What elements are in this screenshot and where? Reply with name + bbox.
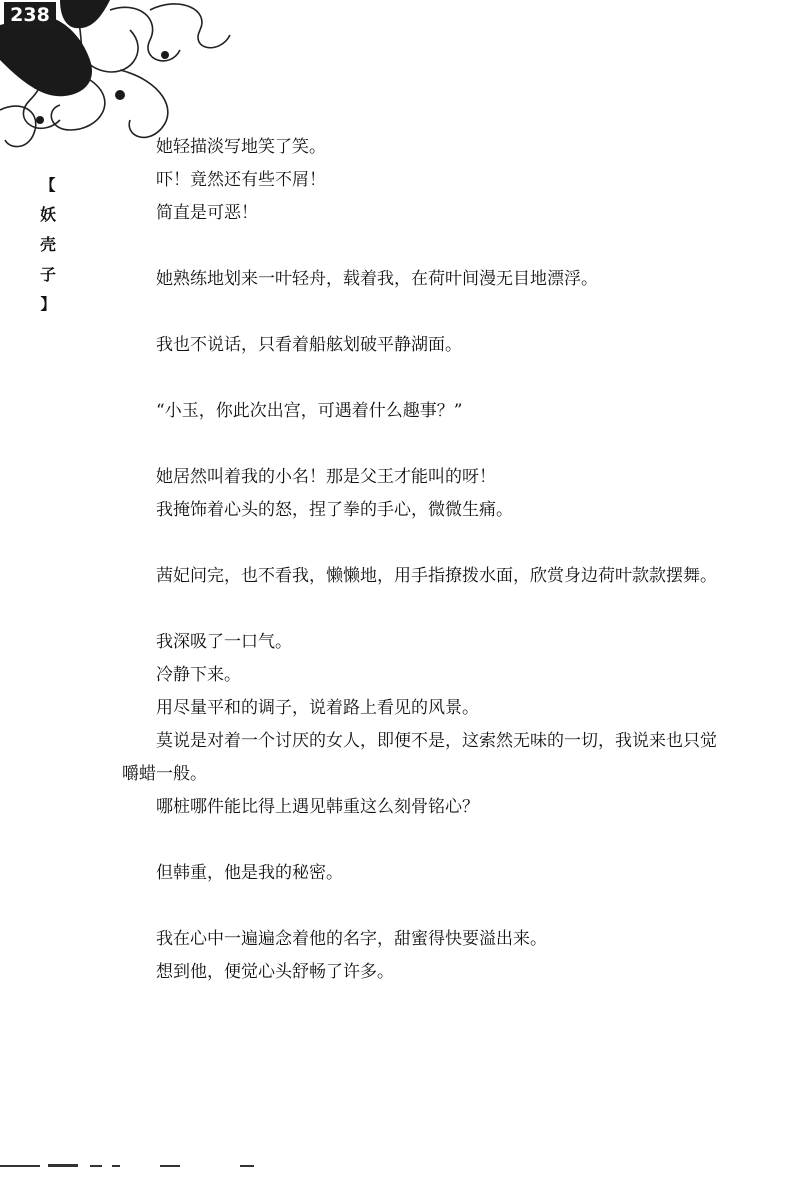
paragraph: “小玉，你此次出宫，可遇着什么趣事？” [156, 401, 463, 421]
paragraph-gap [122, 296, 732, 329]
paragraph: 哪桩哪件能比得上遇见韩重这么刻骨铭心？ [156, 797, 479, 817]
page-number: 238 [4, 2, 56, 28]
paragraph: 冷静下来。 [156, 665, 241, 685]
paragraph: 她居然叫着我的小名！那是父王才能叫的呀！ [156, 467, 496, 487]
paragraph: 想到他，便觉心头舒畅了许多。 [156, 962, 394, 982]
paragraph: 用尽量平和的调子，说着路上看见的风景。 [156, 698, 479, 718]
paragraph: 她轻描淡写地笑了笑。 [156, 137, 326, 157]
paragraph-gap [122, 593, 732, 626]
paragraph: 我深吸了一口气。 [156, 632, 292, 652]
paragraph-gap [122, 824, 732, 857]
paragraph: 我掩饰着心头的怒，捏了拳的手心，微微生痛。 [156, 500, 513, 520]
body-text [122, 131, 732, 989]
paragraph: 她熟练地划来一叶轻舟，载着我，在荷叶间漫无目地漂浮。 [156, 269, 598, 289]
paragraph-gap [122, 428, 732, 461]
title-char-1: 妖 [39, 205, 56, 224]
paragraph: 简直是可恶！ [156, 203, 258, 223]
paragraph: 但韩重，他是我的秘密。 [156, 863, 343, 883]
paragraph: 莫说是对着一个讨厌的女人，即便不是，这索然无味的一切，我说来也只觉嚼蜡一般。 [122, 731, 717, 784]
paragraph-gap [122, 230, 732, 263]
paragraph-gap [122, 890, 732, 923]
scan-edge-marks [0, 1160, 300, 1172]
paragraph-gap [122, 527, 732, 560]
title-char-2: 壳 [39, 235, 56, 254]
paragraph-gap [122, 362, 732, 395]
book-title-vertical [30, 178, 66, 312]
title-close-bracket: 】 [40, 295, 56, 313]
paragraph: 吓！竟然还有些不屑！ [156, 170, 326, 190]
title-char-3: 子 [39, 265, 56, 284]
title-open-bracket: 【 [40, 176, 56, 194]
paragraph: 我也不说话，只看着船舷划破平静湖面。 [156, 335, 462, 355]
paragraph: 茜妃问完，也不看我，懒懒地，用手指撩拨水面，欣赏身边荷叶款款摆舞。 [156, 566, 717, 586]
paragraph: 我在心中一遍遍念着他的名字，甜蜜得快要溢出来。 [156, 929, 547, 949]
